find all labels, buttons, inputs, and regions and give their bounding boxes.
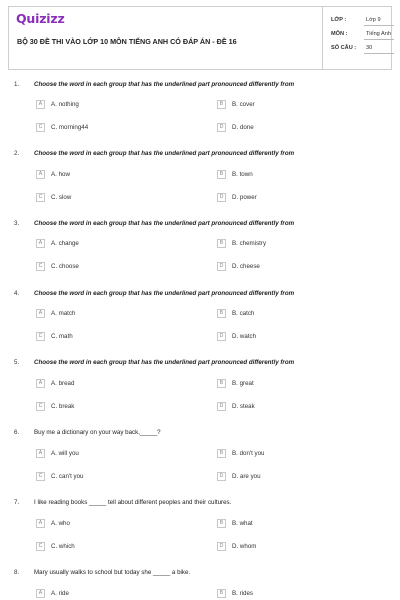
page-title: BỘ 30 ĐỀ THI VÀO LỚP 10 MÔN TIẾNG ANH CÓ ĐÁP ÁN - ĐỀ 16 [17, 37, 237, 46]
option-text: D. done [232, 124, 254, 131]
question-number: 5. [14, 359, 20, 366]
meta-grade-label: LỚP : [331, 17, 347, 23]
option-text: A. match [51, 310, 76, 317]
option-text: D. watch [232, 333, 257, 340]
option-letter-box: C [36, 193, 45, 202]
option-text: D. power [232, 194, 257, 201]
option-text: B. rides [232, 590, 253, 597]
question-text: Mary usually walks to school but today she _____ a bike. [34, 569, 191, 576]
question-number: 4. [14, 290, 20, 297]
meta-subject-label: MÔN : [331, 31, 348, 37]
option-text: D. cheese [232, 263, 260, 270]
question-text: Choose the word in each group that has the underlined part pronounced differently from [34, 150, 295, 157]
option-text: B. don't you [232, 450, 265, 457]
option-letter-box: A [36, 100, 45, 109]
worksheet-header [8, 6, 392, 70]
option-letter-box: B [217, 309, 226, 318]
question-number: 1. [14, 81, 20, 88]
option-letter-box: D [217, 193, 226, 202]
question-number: 3. [14, 220, 20, 227]
option-letter-box: D [217, 262, 226, 271]
option-letter-box: B [217, 519, 226, 528]
option-letter-box: D [217, 123, 226, 132]
meta-count-value: 30 [366, 45, 373, 51]
option-letter-box: C [36, 262, 45, 271]
option-text: C. choose [51, 263, 79, 270]
option-text: B. great [232, 380, 254, 387]
option-text: D. are you [232, 473, 261, 480]
question-number: 6. [14, 429, 20, 436]
option-text: A. ride [51, 590, 69, 597]
question-text: Buy me a dictionary on your way back,_____? [34, 429, 161, 436]
meta-grade-value: Lớp 9 [366, 17, 381, 23]
option-letter-box: C [36, 472, 45, 481]
option-letter-box: D [217, 332, 226, 341]
question-text: Choose the word in each group that has the underlined part pronounced differently from [34, 359, 295, 366]
option-letter-box: D [217, 402, 226, 411]
option-letter-box: C [36, 123, 45, 132]
option-text: C. break [51, 403, 75, 410]
option-letter-box: A [36, 589, 45, 598]
header-divider [322, 7, 323, 69]
option-text: A. bread [51, 380, 75, 387]
option-text: A. how [51, 171, 70, 178]
option-letter-box: A [36, 170, 45, 179]
option-letter-box: D [217, 472, 226, 481]
meta-underline [364, 25, 394, 26]
question-text: Choose the word in each group that has the underlined part pronounced differently from [34, 290, 295, 297]
option-text: D. steak [232, 403, 255, 410]
meta-underline [364, 39, 394, 40]
option-text: A. nothing [51, 101, 79, 108]
option-text: B. catch [232, 310, 255, 317]
quizizz-logo: Quizizz [16, 11, 65, 26]
question-number: 7. [14, 499, 20, 506]
option-text: B. what [232, 520, 253, 527]
option-text: D. whom [232, 543, 257, 550]
question-number: 8. [14, 569, 20, 576]
option-letter-box: A [36, 309, 45, 318]
option-text: B. chemistry [232, 240, 267, 247]
option-text: C. slow [51, 194, 72, 201]
option-text: C. which [51, 543, 75, 550]
option-letter-box: C [36, 332, 45, 341]
option-letter-box: B [217, 379, 226, 388]
option-letter-box: A [36, 239, 45, 248]
option-letter-box: D [217, 542, 226, 551]
option-letter-box: A [36, 379, 45, 388]
question-text: Choose the word in each group that has the underlined part pronounced differently from [34, 81, 295, 88]
option-text: A. change [51, 240, 79, 247]
meta-subject-value: Tiếng Anh [366, 31, 391, 37]
option-letter-box: B [217, 100, 226, 109]
option-letter-box: B [217, 589, 226, 598]
option-letter-box: A [36, 519, 45, 528]
option-letter-box: C [36, 542, 45, 551]
question-number: 2. [14, 150, 20, 157]
meta-underline [364, 53, 394, 54]
option-letter-box: B [217, 239, 226, 248]
question-text: Choose the word in each group that has the underlined part pronounced differently from [34, 220, 295, 227]
option-letter-box: A [36, 449, 45, 458]
option-text: C. math [51, 333, 73, 340]
meta-count-label: SỐ CÂU : [331, 45, 357, 51]
option-text: C. can't you [51, 473, 84, 480]
option-text: B. town [232, 171, 253, 178]
question-text: I like reading books _____ tell about different peoples and their cultures. [34, 499, 232, 506]
option-text: B. cover [232, 101, 255, 108]
option-letter-box: B [217, 170, 226, 179]
option-letter-box: B [217, 449, 226, 458]
option-letter-box: C [36, 402, 45, 411]
option-text: A. will you [51, 450, 79, 457]
option-text: A. who [51, 520, 70, 527]
option-text: C. morning44 [51, 124, 89, 131]
